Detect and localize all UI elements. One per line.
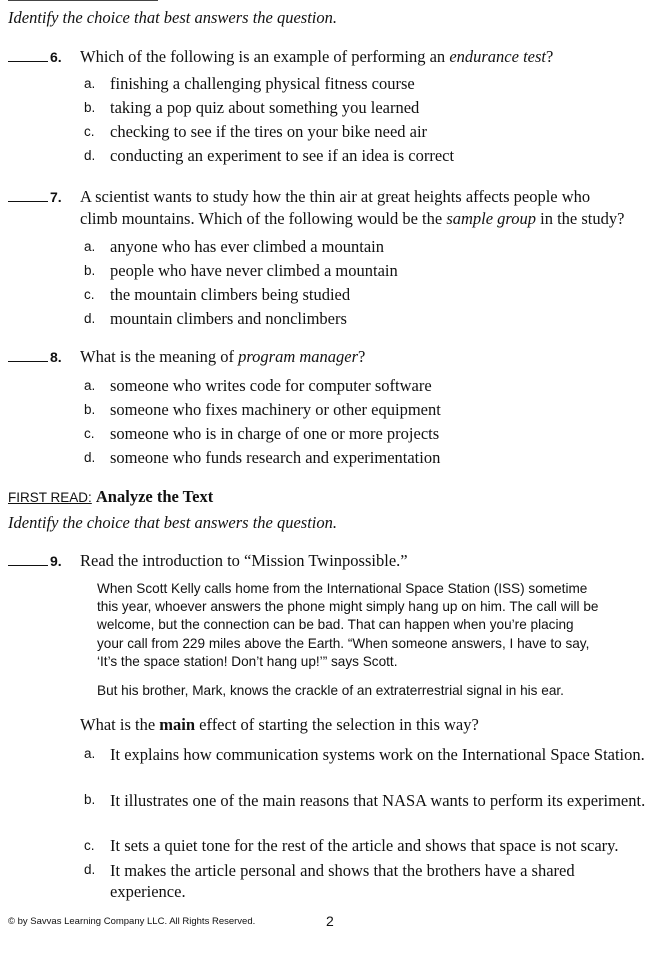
option-c[interactable]: c. It sets a quiet tone for the rest of the article and shows that space is not scary. — [84, 836, 619, 855]
options-q9 — [84, 744, 654, 906]
option-a[interactable]: a. someone who writes code for computer software — [84, 376, 432, 395]
passage-line: this year, whoever answers the phone might simply hang up on him. The call will be — [97, 599, 599, 615]
copyright-footer: © by Savvas Learning Company LLC. All Rights Reserved. — [8, 916, 256, 927]
answer-blank[interactable] — [8, 551, 48, 566]
question-9 — [8, 550, 663, 572]
passage-line: welcome, but the connection can be bad. That can happen when you’re placing — [97, 617, 574, 633]
question-6 — [8, 46, 663, 68]
question-stem: What is the meaning of program manager? — [80, 347, 366, 366]
option-a[interactable]: a. finishing a challenging physical fitness course — [84, 74, 415, 93]
options-q6 — [84, 74, 654, 170]
passage-excerpt — [97, 580, 659, 671]
options-q7 — [84, 237, 654, 333]
question-number: 7. — [50, 189, 62, 205]
answer-blank[interactable] — [8, 47, 48, 62]
question-stem: A scientist wants to study how the thin air at great heights affects people who climb mountains. Which of the following would be the sample group in the study? — [80, 187, 625, 228]
top-rule — [8, 0, 158, 1]
question-number: 9. — [50, 553, 62, 569]
section-label: FIRST READ: — [8, 490, 92, 505]
question-stem: Which of the following is an example of performing an endurance test? — [80, 47, 554, 66]
option-a[interactable]: a. anyone who has ever climbed a mountain — [84, 237, 384, 256]
option-d[interactable]: d. conducting an experiment to see if an idea is correct — [84, 146, 455, 165]
option-c[interactable]: c. someone who is in charge of one or more projects — [84, 424, 440, 443]
answer-blank[interactable] — [8, 347, 48, 362]
passage-last-paragraph: But his brother, Mark, knows the crackle of an extraterrestrial signal in his ear. — [97, 683, 564, 698]
instructions-top: Identify the choice that best answers the question. — [8, 8, 338, 27]
question-8 — [8, 346, 663, 368]
section-header — [8, 487, 213, 507]
option-d[interactable]: d. It makes the article personal and shows that the brothers have a shared experience. — [84, 861, 575, 901]
option-c[interactable]: c. the mountain climbers being studied — [84, 285, 351, 304]
question-stem: Read the introduction to “Mission Twinpossible.” — [80, 551, 408, 570]
section-title: Analyze the Text — [95, 487, 214, 506]
question-number: 8. — [50, 349, 62, 365]
passage-line: your call from 229 miles above the Earth. “When someone answers, I have to say, — [97, 635, 590, 651]
answer-blank[interactable] — [8, 187, 48, 202]
option-b[interactable]: b. people who have never climbed a mountain — [84, 261, 398, 280]
passage-line: When Scott Kelly calls home from the International Space Station (ISS) sometime — [97, 581, 588, 596]
option-a[interactable]: a. It explains how communication systems work on the International Space Station. — [84, 745, 645, 764]
question-7 — [8, 186, 663, 228]
option-d[interactable]: d. someone who funds research and experimentation — [84, 448, 441, 467]
option-d[interactable]: d. mountain climbers and nonclimbers — [84, 309, 347, 328]
passage-line: ‘It’s the space station! Don’t hang up!’” says Scott. — [97, 653, 398, 669]
question-prompt: What is the main effect of starting the selection in this way? — [80, 715, 479, 734]
option-b[interactable]: b. It illustrates one of the main reasons that NASA wants to perform its experiment. — [84, 791, 646, 810]
option-b[interactable]: b. someone who fixes machinery or other equipment — [84, 400, 441, 419]
page-number: 2 — [326, 913, 334, 929]
options-q8 — [84, 376, 654, 472]
option-c[interactable]: c. checking to see if the tires on your bike need air — [84, 122, 428, 141]
question-number: 6. — [50, 49, 62, 65]
instructions-section: Identify the choice that best answers the question. — [8, 513, 338, 532]
option-b[interactable]: b. taking a pop quiz about something you learned — [84, 98, 420, 117]
